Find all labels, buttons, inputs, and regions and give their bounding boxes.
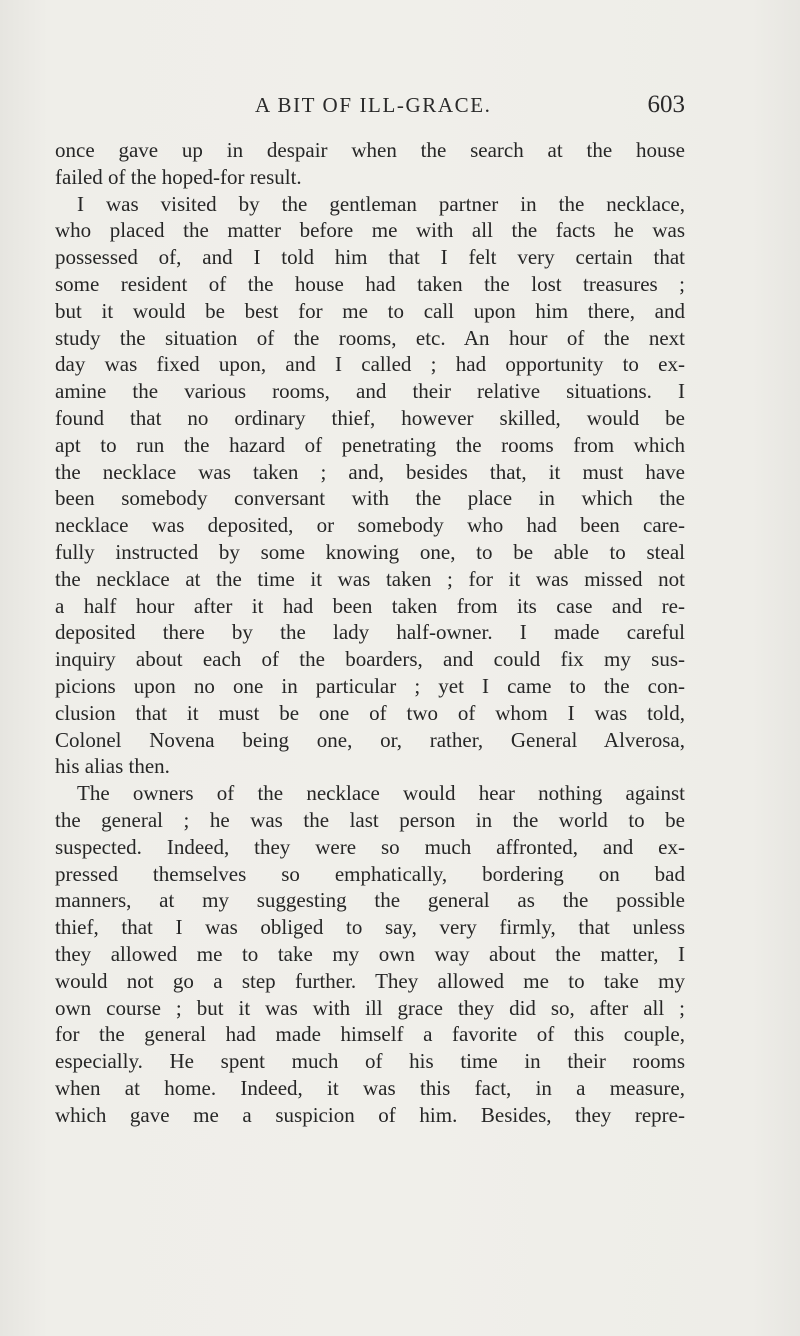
text-line: they allowed me to take my own way about the matter, I — [55, 941, 685, 966]
text-line: pressed themselves so emphatically, bordering on bad — [55, 861, 685, 886]
text-line: thief, that I was obliged to say, very firmly, that unless — [55, 915, 685, 940]
text-line: amine the various rooms, and their relative situations. I — [55, 379, 685, 404]
text-line: the necklace at the time it was taken ; for it was missed not — [55, 566, 685, 591]
text-line: for the general had made himself a favorite of this couple, — [55, 1022, 685, 1047]
text-line: failed of the hoped-for result. — [55, 164, 302, 189]
text-line: manners, at my suggesting the general as the possible — [55, 888, 685, 913]
text-line: the general ; he was the last person in the world to be — [55, 807, 685, 832]
text-line: day was fixed upon, and I called ; had opportunity to ex- — [55, 352, 685, 377]
text-line: especially. He spent much of his time in their rooms — [55, 1049, 685, 1074]
text-line: some resident of the house had taken the lost treasures ; — [55, 271, 685, 296]
text-line: a half hour after it had been taken from its case and re- — [55, 593, 685, 618]
text-line: been somebody conversant with the place in which the — [55, 486, 685, 511]
text-line: study the situation of the rooms, etc. An hour of the next — [55, 325, 685, 350]
text-line: fully instructed by some knowing one, to be able to steal — [55, 539, 685, 564]
text-line: I was visited by the gentleman partner in the necklace, — [77, 191, 685, 216]
text-line: clusion that it must be one of two of whom I was told, — [55, 700, 685, 725]
text-line: inquiry about each of the boarders, and could fix my sus- — [55, 647, 685, 672]
text-line: found that no ordinary thief, however skilled, would be — [55, 405, 685, 430]
text-line: own course ; but it was with ill grace they did so, after all ; — [55, 995, 685, 1020]
text-line: when at home. Indeed, it was this fact, in a measure, — [55, 1075, 685, 1100]
body-text — [55, 137, 685, 1128]
text-line: which gave me a suspicion of him. Besides, they repre- — [55, 1102, 685, 1127]
text-line: apt to run the hazard of penetrating the rooms from which — [55, 432, 685, 457]
text-line: Colonel Novena being one, or, rather, General Alverosa, — [55, 727, 685, 752]
text-line: The owners of the necklace would hear nothing against — [77, 781, 685, 806]
text-line: necklace was deposited, or somebody who had been care- — [55, 513, 685, 538]
running-head — [255, 93, 685, 123]
text-line: suspected. Indeed, they were so much affronted, and ex- — [55, 834, 685, 859]
page-number: 603 — [647, 91, 685, 118]
text-line: possessed of, and I told him that I felt very certain that — [55, 245, 685, 270]
text-line: but it would be best for me to call upon him there, and — [55, 298, 685, 323]
text-line: the necklace was taken ; and, besides that, it must have — [55, 459, 685, 484]
chapter-title: A BIT OF ILL-GRACE. — [255, 93, 492, 117]
text-line: picions upon no one in particular ; yet I came to the con- — [55, 673, 685, 698]
text-line: would not go a step further. They allowed me to take my — [55, 968, 685, 993]
text-line: once gave up in despair when the search at the house — [55, 138, 685, 162]
text-line: who placed the matter before me with all the facts he was — [55, 218, 685, 243]
text-line: deposited there by the lady half-owner. I made careful — [55, 620, 685, 645]
text-line: his alias then. — [55, 754, 170, 779]
